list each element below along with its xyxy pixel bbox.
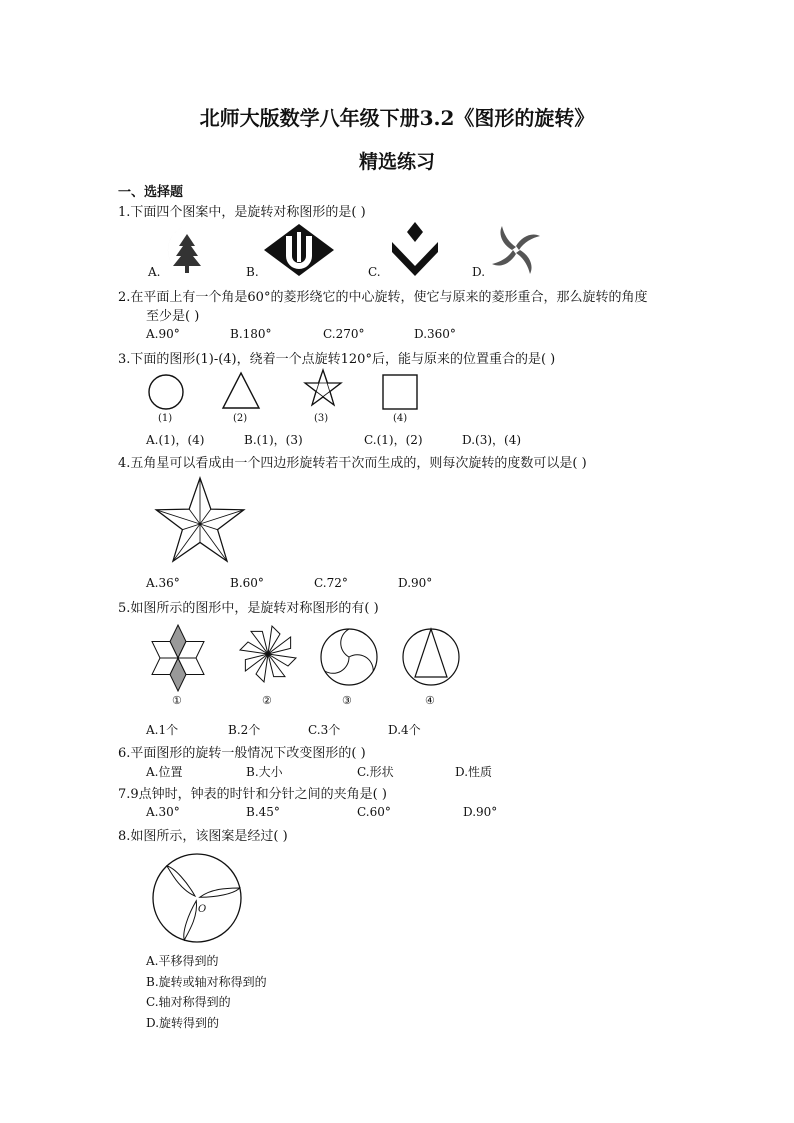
q1-figure-d xyxy=(488,222,544,278)
q4-option-a: A.36° xyxy=(146,576,180,590)
q4-option-d: D.90° xyxy=(398,576,433,590)
q8-option-d: D.旋转得到的 xyxy=(146,1016,220,1030)
q8-stem: 8.如图所示，该图案是经过( ) xyxy=(118,829,288,844)
q3-option-a: A.(1)，(4) xyxy=(146,433,205,447)
q5-option-b: B.2个 xyxy=(228,723,261,737)
q5-figure-pinwheel xyxy=(236,622,300,686)
q1-figure-a xyxy=(160,222,222,278)
q3-figure-star xyxy=(302,368,344,410)
q5-caption-1: ① xyxy=(172,694,182,707)
q3-stem: 3.下面的图形(1)-(4)，绕着一个点旋转120°后，能与原来的位置重合的是( ) xyxy=(118,352,556,367)
q1-label-c: C. xyxy=(368,265,381,279)
q2-option-d: D.360° xyxy=(414,327,456,341)
q1-label-a: A. xyxy=(148,265,161,279)
q3-caption-4: (4) xyxy=(393,413,408,424)
q2-option-a: A.90° xyxy=(146,327,180,341)
q3-caption-2: (2) xyxy=(233,413,248,424)
q2-option-c: C.270° xyxy=(323,327,365,341)
q2-stem-continued: 至少是( ) xyxy=(146,309,200,324)
q5-option-c: C.3个 xyxy=(308,723,341,737)
q6-option-c: C.形状 xyxy=(357,765,394,779)
q3-caption-3: (3) xyxy=(314,413,329,424)
page-subtitle: 精选练习 xyxy=(358,151,435,173)
q1-figure-c xyxy=(388,220,442,278)
q5-caption-2: ② xyxy=(262,694,272,707)
q3-option-b: B.(1)，(3) xyxy=(244,433,303,447)
q4-star-figure xyxy=(148,476,252,572)
q6-stem: 6.平面图形的旋转一般情况下改变图形的( ) xyxy=(118,746,366,761)
q3-figure-circle xyxy=(146,372,186,412)
q1-label-d: D. xyxy=(472,265,486,279)
q5-figure-circle-triangle xyxy=(400,626,462,688)
q7-option-c: C.60° xyxy=(357,805,391,819)
q6-option-b: B.大小 xyxy=(246,765,283,779)
q8-option-a: A.平移得到的 xyxy=(146,954,219,968)
q8-center-label: O xyxy=(198,904,207,915)
q7-option-a: A.30° xyxy=(146,805,180,819)
q2-stem: 2.在平面上有一个角是60°的菱形绕它的中心旋转，使它与原来的菱形重合，那么旋转的角度 xyxy=(118,290,648,305)
q7-option-d: D.90° xyxy=(463,805,498,819)
q5-figure-circle-arcs xyxy=(318,626,380,688)
q6-option-a: A.位置 xyxy=(146,765,183,779)
page-title: 北师大版数学八年级下册3.2《图形的旋转》 xyxy=(199,106,595,130)
q2-option-b: B.180° xyxy=(230,327,272,341)
q3-figure-triangle xyxy=(220,370,262,412)
q5-option-a: A.1个 xyxy=(146,723,179,737)
q3-option-d: D.(3)，(4) xyxy=(462,433,522,447)
q5-stem: 5.如图所示的图形中，是旋转对称图形的有( ) xyxy=(118,601,379,616)
q1-stem: 1.下面四个图案中，是旋转对称图形的是( ) xyxy=(118,205,366,220)
q7-stem: 7.9点钟时，钟表的时针和分针之间的夹角是( ) xyxy=(118,787,387,802)
q5-figure-rhombus-star xyxy=(146,622,210,694)
q4-stem: 4.五角星可以看成由一个四边形旋转若干次而生成的，则每次旋转的度数可以是( ) xyxy=(118,456,587,471)
q3-option-c: C.(1)，(2) xyxy=(364,433,423,447)
q5-caption-3: ③ xyxy=(342,694,352,707)
q4-option-c: C.72° xyxy=(314,576,348,590)
section-heading: 一、选择题 xyxy=(118,185,184,200)
q7-option-b: B.45° xyxy=(246,805,280,819)
q1-figure-b xyxy=(262,222,336,278)
q5-option-d: D.4个 xyxy=(388,723,421,737)
q4-option-b: B.60° xyxy=(230,576,264,590)
q1-label-b: B. xyxy=(246,265,259,279)
q8-circle-figure xyxy=(150,852,244,944)
q3-figure-square xyxy=(382,374,418,410)
q8-option-b: B.旋转或轴对称得到的 xyxy=(146,975,267,989)
q3-caption-1: (1) xyxy=(158,413,173,424)
q5-caption-4: ④ xyxy=(425,694,435,707)
q6-option-d: D.性质 xyxy=(455,765,493,779)
q8-option-c: C.轴对称得到的 xyxy=(146,995,231,1009)
